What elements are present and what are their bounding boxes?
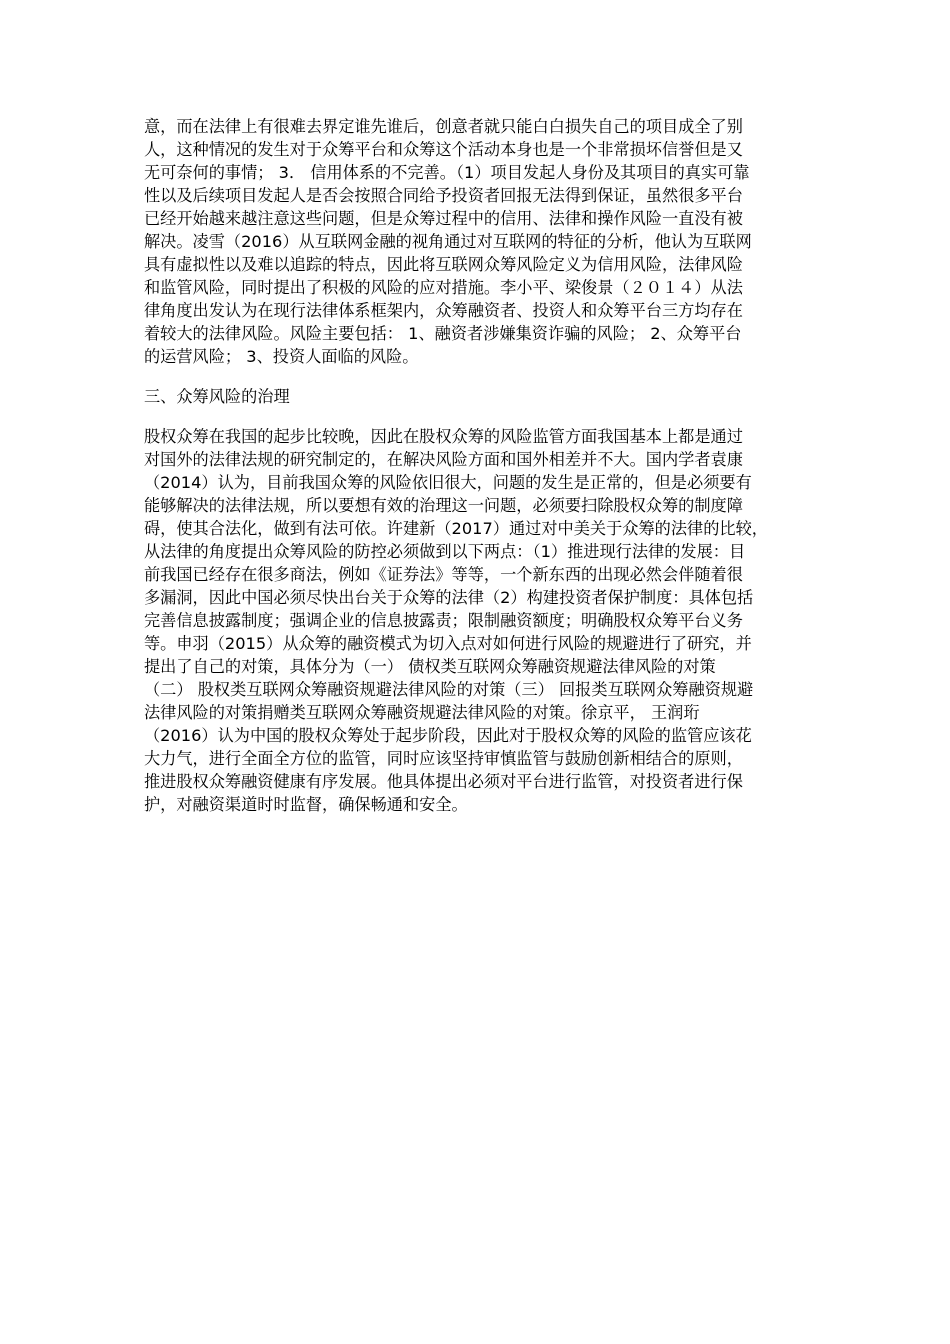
text-line: 提出了自己的对策，具体分为（一） 债权类互联网众筹融资规避法律风险的对策 <box>144 657 716 676</box>
text-line: 前我国已经存在很多商法，例如《证券法》等等，一个新东西的出现必然会伴随着很 <box>144 565 743 584</box>
paragraph-crowdfunding-risks <box>144 115 808 368</box>
text-line: 性以及后续项目发起人是否会按照合同给予投资者回报无法得到保证，虽然很多平台 <box>144 186 743 205</box>
text-line: 完善信息披露制度；强调企业的信息披露责；限制融资额度；明确股权众筹平台义务 <box>144 611 743 630</box>
text-line: 着较大的法律风险。风险主要包括： 1、融资者涉嫌集资诈骗的风险； 2、众筹平台 <box>144 324 742 343</box>
text-line: （2016）认为中国的股权众筹处于起步阶段，因此对于股权众筹的风险的监管应该花 <box>144 726 752 745</box>
text-line: 从法律的角度提出众筹风险的防控必须做到以下两点：（1）推进现行法律的发展：目 <box>144 542 746 561</box>
text-line: 对国外的法律法规的研究制定的，在解决风险方面和国外相差并不大。国内学者袁康 <box>144 450 743 469</box>
paragraph-spacer <box>144 408 808 425</box>
section-heading <box>144 385 808 408</box>
text-line: 无可奈何的事情； 3． 信用体系的不完善。（1）项目发起人身份及其项目的真实可靠 <box>144 163 750 182</box>
section-heading-text: 三、众筹风险的治理 <box>144 387 290 406</box>
text-line: 解决。凌雪（2016）从互联网金融的视角通过对互联网的特征的分析，他认为互联网 <box>144 232 752 251</box>
text-line: 和监管风险，同时提出了积极的风险的应对措施。李小平、梁俊景（２０１４）从法 <box>144 278 743 297</box>
text-line: 等。申羽（2015）从众筹的融资模式为切入点对如何进行风险的规避进行了研究，并 <box>144 634 752 653</box>
text-line: 已经开始越来越注意这些问题，但是众筹过程中的信用、法律和操作风险一直没有被 <box>144 209 743 228</box>
text-line: 能够解决的法律法规，所以要想有效的治理这一问题，必须要扫除股权众筹的制度障 <box>144 496 743 515</box>
paragraph-spacer <box>144 368 808 385</box>
text-line: 意，而在法律上有很难去界定谁先谁后，创意者就只能白白损失自己的项目成全了别 <box>144 117 743 136</box>
text-line: 法律风险的对策捐赠类互联网众筹融资规避法律风险的对策。徐京平， 王润珩 <box>144 703 700 722</box>
document-body <box>144 115 808 816</box>
text-line: 具有虚拟性以及难以追踪的特点，因此将互联网众筹风险定义为信用风险，法律风险 <box>144 255 743 274</box>
text-line: （二） 股权类互联网众筹融资规避法律风险的对策（三） 回报类互联网众筹融资规避 <box>144 680 754 699</box>
text-line: 大力气，进行全面全方位的监管，同时应该坚持审慎监管与鼓励创新相结合的原则， <box>144 749 743 768</box>
text-line: （2014）认为，目前我国众筹的风险依旧很大，问题的发生是正常的，但是必须要有 <box>144 473 752 492</box>
text-line: 的运营风险； 3、投资人面临的风险。 <box>144 347 419 366</box>
text-line: 护，对融资渠道时时监督，确保畅通和安全。 <box>144 795 468 814</box>
text-line: 推进股权众筹融资健康有序发展。他具体提出必须对平台进行监管，对投资者进行保 <box>144 772 743 791</box>
text-line: 碍，使其合法化，做到有法可依。许建新（2017）通过对中美关于众筹的法律的比较， <box>144 519 768 538</box>
paragraph-risk-governance <box>144 425 808 816</box>
text-line: 股权众筹在我国的起步比较晚，因此在股权众筹的风险监管方面我国基本上都是通过 <box>144 427 743 446</box>
text-line: 人，这种情况的发生对于众筹平台和众筹这个活动本身也是一个非常损坏信誉但是又 <box>144 140 743 159</box>
text-line: 律角度出发认为在现行法律体系框架内，众筹融资者、投资人和众筹平台三方均存在 <box>144 301 743 320</box>
text-line: 多漏洞，因此中国必须尽快出台关于众筹的法律（2）构建投资者保护制度：具体包括 <box>144 588 754 607</box>
